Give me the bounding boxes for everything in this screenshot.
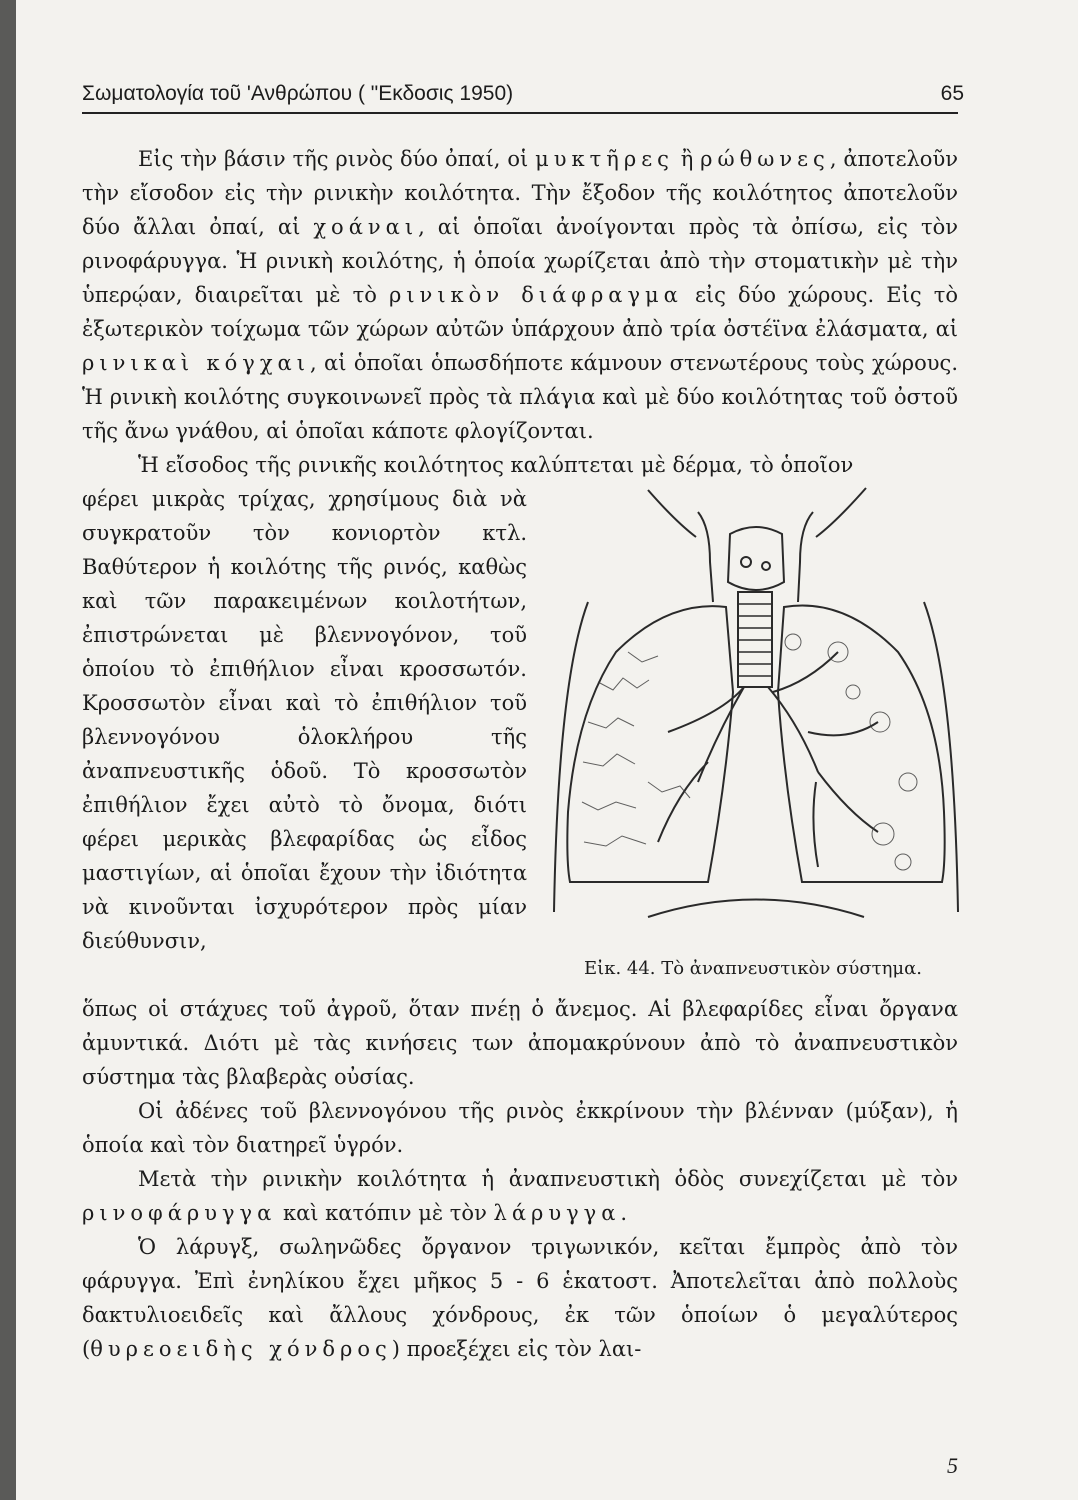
text-run: Μετὰ τὴν ρινικὴν κοιλότητα ἡ ἀναπνευστικὴ ὁδὸς συνεχίζεται μὲ τὸν	[138, 1167, 958, 1191]
text-run: Εἰς τὴν βάσιν τῆς ρινὸς δύο ὀπαί, οἱ	[138, 147, 536, 171]
scan-edge	[0, 0, 16, 1500]
text-run: .	[620, 1201, 628, 1225]
text-run: , ἀποτελοῦν τὴν εἴσοδον εἰς τὴν ρινικὴν κοιλότητα. Τὴν ἔξοδον τῆς κοιλότητος ἀποτελοῦν δύο ἄλλαι ὀπαί, αἱ	[82, 147, 958, 239]
text-run: ἢ	[673, 147, 701, 171]
running-header	[82, 80, 964, 114]
figure-caption: Εἰκ. 44. Τὸ ἀναπνευστικὸν σύστημα.	[584, 958, 922, 979]
text-run: ) προεξέχει εἰς τὸν λαι-	[391, 1337, 642, 1361]
text-run: εἰς δύο χώρους. Εἰς τὸ ἐξωτερικὸν τοίχωμα τῶν χώρων αὐτῶν ὑπάρχουν ἀπὸ τρία ὀστέϊνα ἐλάσματα, αἱ	[82, 283, 958, 341]
paragraph-entrance-continued: ὅπως οἱ στάχυες τοῦ ἀγροῦ, ὅταν πνέῃ ὁ ἄνεμος. Αἱ βλεφαρίδες εἶναι ὄργανα ἀμυντικά. Διότι μὲ τὰς κινήσεις των ἀπομακρύνουν ἀπὸ τὸ ἀναπνευστικὸν σύστημα τὰς βλαβερὰς οὐσίας.	[82, 997, 958, 1089]
paragraph-entrance-wrapped: φέρει μικρὰς τρίχας, χρησίμους διὰ νὰ συγκρατοῦν τὸν κονιορτὸν κτλ. Βαθύτερον ἡ κοιλότης τῆς ρινός, καθὼς καὶ τῶν παρακειμένων κοιλοτήτων, ἐπιστρώνεται μὲ βλεννογόνον, τοῦ ὁποίου τὸ ἐπιθήλιον εἶναι κροσσωτόν. Κροσσωτὸν εἶναι καὶ τὸ ἐπιθήλιον τοῦ βλεννογόνου ὁλοκλήρου τῆς ἀναπνευστικῆς ὁδοῦ. Τὸ κροσσωτὸν ἐπιθήλιον ἔχει αὐτὸ τὸ ὄνομα, διότι φέρει μερικὰς βλεφαρίδας ὡς εἶδος μαστιγίων, αἱ ὁποῖαι ἔχουν τὴν ἰδιότητα νὰ κινοῦνται ἰσχυρότερον πρὸς μίαν διεύθυνσιν,	[82, 487, 527, 953]
paragraph-nose-openings	[82, 142, 958, 448]
paragraph-pathway	[82, 1162, 958, 1230]
text-run: , αἱ ὁποῖαι ὁπωσδήποτε κάμνουν στενωτέρους τοὺς χώρους. Ἡ ρινικὴ κοιλότης συγκοινωνεῖ πρὸς τὰ πλάγια καὶ μὲ δύο κοιλότητας τοῦ ὀστοῦ τῆς ἄνω γνάθου, αἱ ὁποῖαι κάποτε φλογίζονται.	[82, 351, 958, 443]
paragraph-mucus-glands: Οἱ ἀδένες τοῦ βλεννογόνου τῆς ρινὸς ἐκκρίνουν τὴν βλένναν (μύξαν), ἡ ὁποία καὶ τὸν διατηρεῖ ὑγρόν.	[82, 1099, 958, 1157]
spaced-term: μυκτῆρες	[535, 147, 674, 171]
spaced-term: λάρυγγα	[493, 1201, 621, 1225]
figure-wrap-area	[82, 482, 958, 992]
text-run: , αἱ ὁποῖαι ἀνοίγονται πρὸς τὰ ὀπίσω, εἰς τὸν ρινοφάρυγγα. Ἡ ρινικὴ κοιλότης, ἡ ὁποία χωρίζεται ἀπὸ τὴν στοματικὴν μὲ τὴν ὑπερῴαν, διαιρεῖται μὲ τὸ	[82, 215, 958, 307]
text-body	[82, 142, 958, 1366]
printer-signature: 5	[947, 1453, 958, 1478]
page-number: 65	[940, 82, 964, 105]
spaced-term: ρινικαὶ κόγχαι	[82, 351, 310, 375]
text-run: καὶ κατόπιν μὲ τὸν	[276, 1201, 494, 1225]
spaced-term: χοάναι	[313, 215, 419, 239]
respiratory-system-figure	[548, 482, 964, 982]
header-rule	[82, 112, 958, 114]
spaced-term: ρινικὸν διάφραγμα	[388, 283, 683, 307]
header-title: Σωματολογία τοῦ 'Ανθρώπου ( "Εκδοσις 1950)	[82, 82, 514, 105]
respiratory-system-illustration	[548, 482, 964, 952]
spaced-term: ρώθωνες	[700, 147, 830, 171]
text-run: Ὁ λάρυγξ, σωληνῶδες ὄργανον τριγωνικόν, κεῖται ἔμπρὸς ἀπὸ τὸν φάρυγγα. Ἐπὶ ἐνηλίκου ἔχει μῆκος 5 - 6 ἑκατοστ. Ἀποτελεῖται ἀπὸ πολλοὺς δακτυλιοειδεῖς καὶ ἄλλους χόνδρους, ἐκ τῶν ὁποίων ὁ μεγαλύτερος (	[82, 1235, 958, 1361]
paragraph-entrance-intro: Ἡ εἴσοδος τῆς ρινικῆς κοιλότητος καλύπτεται μὲ δέρμα, τὸ ὁποῖον	[138, 453, 854, 477]
spaced-term: ρινοφάρυγγα	[82, 1201, 277, 1225]
spaced-term: θυρεοειδὴς χόνδρος	[90, 1337, 392, 1361]
paragraph-larynx	[82, 1230, 958, 1366]
